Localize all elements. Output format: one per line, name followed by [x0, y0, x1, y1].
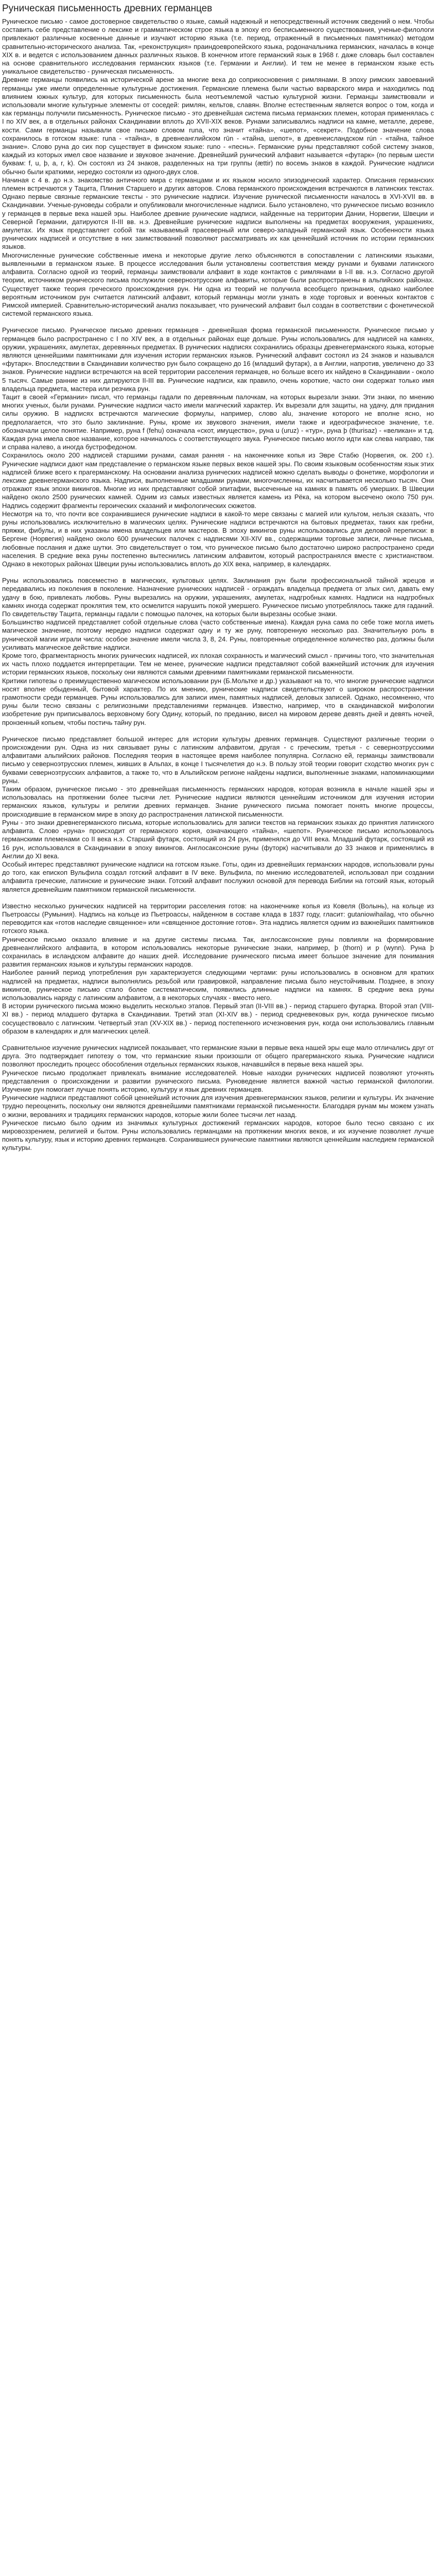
paragraph: Начиная с 4 в. до н.э. знакомство античного мира с германцами и их языком носило эпизодический характер. Описания германских племен встречаются у Тацита, Плиния Старшего и других авторов. Слова германского происхождения встречаются в латинских текстах. Однако первые связные германские тексты - это рунические надписи. Изучение рунической письменности началось в XVI-XVII вв. в Скандинавии. Ученые-руноведы собрали и опубликовали многочисленные надписи. Было установлено, что руническое письмо возникло у германцев в первые века нашей эры. Наиболее древние рунические надписи, найденные на территории Дании, Норвегии, Швеции и Северной Германии, датируются II-III вв. н.э. Древнейшие рунические надписи выполнены на предметах вооружения, украшениях, амулетах. Их язык представляет собой так называемый прасеверный или северо-западный германский язык. Особенности языка рунических надписей и отсутствие в них заимствований позволяют рассматривать их как ценнейший источник по истории германских языков. [2, 176, 434, 251]
paragraph: Руническое письмо продолжает привлекать внимание исследователей. Новые находки рунических надписей позволяют уточнять представления о происхождении и развитии рунического письма. Руноведение является важной частью германской филологии. Изучение рун помогает лучше понять историю, культуру и язык древних германцев. [2, 1069, 434, 1093]
paragraph: Известно несколько рунических надписей на территории расселения готов: на наконечнике копья из Ковеля (Волынь), на кольце из Пьетроассы (Румыния). Надпись на кольце из Пьетроассы, найденном в составе клада в 1837 году, гласит: gutaniowihailag, что обычно переводится как «готов наследие священное» или «священное достояние готов». Эта надпись является одним из важнейших памятников готского языка. [2, 902, 434, 935]
article [0, 0, 436, 1158]
paragraph: Особый интерес представляют рунические надписи на готском языке. Готы, один из древнейших германских народов, использовали руны до того, как епископ Вульфила создал готский алфавит в IV веке. Вульфила, по мнению исследователей, использовал при создании алфавита греческие, латинские и рунические знаки. Готский алфавит послужил основой для перевода Библии на готский язык, который является древнейшим памятником германской письменности. [2, 860, 434, 893]
paragraph: Рунические надписи представляют собой ценнейший источник для изучения древнегерманских языков, религии и культуры. Их значение трудно переоценить, поскольку они являются древнейшими памятниками германской письменности. Благодаря рунам мы можем узнать о жизни, верованиях и традициях германских народов, которые жили более тысячи лет назад. [2, 1094, 434, 1118]
paragraph: Руническое письмо. Руническое письмо древних германцев - древнейшая форма германской письменности. Руническое письмо у германцев было распространено с I по XIV век, а в отдельных районах еще дольше. Руны использовались для надписей на камнях, оружии, украшениях, амулетах, деревянных предметах. В рунических надписях сохранились образцы древнегерманского языка, которые являются ценнейшими памятниками для изучения истории германских языков. Рунический алфавит состоял из 24 знаков и назывался «футарк». Впоследствии в Скандинавии количество рун было сокращено до 16 (младший футарк), а в Англии, напротив, увеличено до 33 знаков. Рунические надписи встречаются на всей территории расселения германцев, но больше всего их найдено в Скандинавии - около 5 тысяч. Самые ранние из них датируются II-III вв. Рунические надписи, как правило, очень короткие, часто они содержат только имя владельца предмета, мастера или резчика рун. [2, 326, 434, 393]
paragraph: Большинство надписей представляет собой отдельные слова (часто собственные имена). Каждая руна сама по себе тоже могла иметь магическое значение, поэтому нередко надписи содержат одну и ту же руну, повторенную несколько раз. Значительную роль в рунической магии играли числа: особое значение имели числа 3, 8, 24. Руны, повторенные определенное количество раз, должны были усиливать магическое действие надписи. [2, 618, 434, 651]
page-title: Руническая письменность древних германцев [2, 3, 213, 14]
paragraph: Руническое письмо оказало влияние и на другие системы письма. Так, англосаксонские руны повлияли на формирование древнеанглийского алфавита, в котором использовались некоторые рунические знаки, например, þ (thorn) и ƿ (wynn). Руна þ сохранилась в исландском алфавите до наших дней. Исследование рунического письма имеет большое значение для понимания развития германских языков и культуры германских народов. [2, 935, 434, 969]
paragraph: Древние германцы появились на исторической арене за многие века до соприкосновения с римлянами. В эпоху римских завоеваний германцы уже имели определенные культурные достижения. Германские племена были частью варварского мира и находились под влиянием южных культур, для которых письменность была неотъемлемой частью культурной жизни. Германцы заимствовали и использовали многие культурные элементы от соседей: римлян, кельтов, славян. Вполне естественным является вопрос о том, когда и как германцы получили письменность. Руническое письмо - это древнейшая система письма германских племен, которая применялась с I по XIV век, а в отдельных районах Скандинавии вплоть до XVII-XIX веков. Рунами записывались надписи на камне, металле, дереве, кости. Сами германцы называли свое письмо словом runa, что значит «тайна», «шепот», «секрет». Подобное значение слова сохранилось в готском языке: runa - «тайна», в древнеанглийском rūn - «тайна, шепот», в древнеисландском rún - «тайна, тайное знание». Слово руна до сих пор существует в финском языке: runo - «песнь». Германские руны представляют собой систему знаков, каждый из которых имел свое название и звуковое значение. Древнейший рунический алфавит называется «футарк» (по первым шести буквам: f, u, þ, a, r, k). Он состоял из 24 знаков, разделенных на три группы (ættir) по восемь знаков в каждой. Рунические надписи обычно были краткими, нередко состояли из одного-двух слов. [2, 76, 434, 176]
paragraph: Несмотря на то, что почти все сохранившиеся рунические надписи в какой-то мере связаны с магией или культом, нельзя сказать, что руны использовались исключительно в магических целях. Рунические надписи встречаются на бытовых предметах, таких как гребни, пряжки, фибулы, и в них указаны имена владельцев или мастеров. В эпоху викингов руны использовались для деловой переписки: в Бергене (Норвегия) найдено около 600 рунических палочек с надписями XII-XIV вв., содержащими торговые записи, личные письма, любовные послания и даже шутки. Это свидетельствует о том, что руническое письмо было достаточно широко распространено среди населения. В средние века руны постепенно вытеснились латинским алфавитом, который распространялся вместе с христианством. Однако в некоторых районах Швеции руны использовались вплоть до XIX века, например, в календарях. [2, 510, 434, 568]
paragraph: В истории рунического письма можно выделить несколько этапов. Первый этап (II-VIII вв.) - период старшего футарка. Второй этап (VIII-XI вв.) - период младшего футарка в Скандинавии. Третий этап (XI-XIV вв.) - период средневековых рун, когда руническое письмо сосуществовало с латинским. Четвертый этап (XV-XIX вв.) - период постепенного исчезновения рун, когда они использовались главным образом в календарях и для магических целей. [2, 1002, 434, 1035]
paragraph: Многочисленные рунические собственные имена и некоторые другие легко объясняются в сопоставлении с латинскими языками, выявленными в германском языке. В процессе исследования были установлены соответствия между рунами и буквами латинского алфавита. Согласно одной из теорий, германцы заимствовали алфавит в ходе контактов с римлянами в I-II вв. н.э. Согласно другой теории, источником рунического письма послужили северноэтрусские алфавиты, которые были распространены в альпийских районах. Существует также теория греческого происхождения рун. Ни одна из теорий не получила всеобщего признания, однако наиболее вероятным источником рун считается латинский алфавит, который германцы могли узнать в ходе торговых и военных контактов с Римской империей. Сравнительно-исторический анализ показывает, что рунический алфавит был создан в соответствии с фонетической системой германского языка. [2, 251, 434, 318]
paragraph: Кроме того, фрагментарность многих рунических надписей, их плохая сохранность и магический смысл - причины того, что значительная их часть плохо поддается интерпретации. Тем не менее, рунические надписи представляют собой важнейший источник для изучения истории германских языков, поскольку они являются самыми древними памятниками германской письменности. [2, 652, 434, 676]
article-body [2, 18, 434, 1153]
paragraph: Руны использовались повсеместно в магических, культовых целях. Заклинания рун были профессиональной тайной жрецов и передавались из поколения в поколение. Назначение рунических надписей - ограждать владельца предмета от злых сил, давать ему удачу в бою, привлекать любовь. Руны вырезались на оружии, украшениях, амулетах, надгробных камнях. Надписи на надгробных камнях иногда содержат проклятия тем, кто осмелится нарушить покой умершего. Руническое письмо употреблялось также для гаданий. По свидетельству Тацита, германцы гадали с помощью палочек, на которых были вырезаны особые знаки. [2, 577, 434, 618]
paragraph: Руническое письмо - самое достоверное свидетельство о языке, самый надежный и непосредственный источник сведений о нем. Чтобы составить себе представление о лексике и грамматическом строе языка в эпоху его бесписьменного существования, ученые-филологи привлекают различные косвенные данные и изучают историю языка (т.е. период, отраженный в письменных памятниках) методом сравнительно-исторического анализа. Так, «реконструкция» праиндоевропейского языка, родоначальника германских, началась в конце XIX в. и ведется с использованием данных различных языков. В конечном итоге германский язык в 1968 г. даже словарь был составлен на основе сравнительного исследования германских языков (т.е. Германии и Англии). И тем не менее в германском языке есть уникальное свидетельство - руническая письменность. [2, 18, 434, 76]
paragraph: Таким образом, руническое письмо - это древнейшая письменность германских народов, которая возникла в начале нашей эры и использовалась на протяжении более тысячи лет. Рунические надписи являются ценнейшим источником для изучения истории германских языков, культуры и религии древних германцев. Знание рунического письма помогает понять многие процессы, происходившие в германском мире в эпоху до распространения латинской письменности. [2, 785, 434, 818]
paragraph: Наиболее ранний период употребления рун характеризуется следующими чертами: руны использовались в основном для кратких надписей на предметах, надписи выполнялись резьбой или гравировкой, направление письма было неустойчивым. Позднее, в эпоху викингов, руническое письмо стало более систематическим, появились длинные надписи на камнях. В средние века руны использовались наряду с латинским алфавитом, а в некоторых случаях - вместо него. [2, 969, 434, 1002]
paragraph: Руны - это знаки древнегерманского письма, которые использовались для записи текстов на германских языках до принятия латинского алфавита. Слово «руна» происходит от германского корня, означающего «тайна», «шепот». Руническое письмо использовалось германскими племенами со II века н.э. Старший футарк, состоящий из 24 рун, применялся до VIII века. Младший футарк, состоящий из 16 рун, использовался в Скандинавии в эпоху викингов. Англосаксонские руны (футорк) насчитывали до 33 знаков и применялись в Англии до XI века. [2, 818, 434, 860]
paragraph: Критики гипотезы о преимущественно магическом использовании рун (Б.Мольтке и др.) указывают на то, что многие рунические надписи носят вполне обыденный, бытовой характер. По их мнению, рунические надписи свидетельствуют о широком распространении грамотности среди германцев. Руны использовались для записи имен, памятных надписей, деловых записей. Однако, несомненно, что руны были тесно связаны с религиозными представлениями германцев. Известно, например, что в скандинавской мифологии изобретение рун приписывалось верховному богу Одину, который, по преданию, висел на мировом дереве девять дней и девять ночей, пронзенный копьем, чтобы постичь тайну рун. [2, 676, 434, 726]
paragraph: Сохранилось около 200 надписей старшими рунами, самая ранняя - на наконечнике копья из Эвре Стабю (Норвегия, ок. 200 г.). Рунические надписи дают нам представление о германском языке первых веков нашей эры. По своим языковым особенностям язык этих надписей ближе всего к прагерманскому. На основании анализа рунических надписей можно сделать выводы о фонетике, морфологии и лексике древнегерманского языка. Надписи, выполненные младшими рунами, многочисленны, их насчитывается несколько тысяч. Они отражают язык эпохи викингов. Многие из них представляют собой эпитафии, высеченные на камнях в память об умерших. В Швеции найдено около 2500 рунических камней. Одним из самых известных является камень из Рёка, на котором высечено около 750 рун. Надпись содержит фрагменты героических сказаний и мифологических сюжетов. [2, 451, 434, 510]
paragraph: Сравнительное изучение рунических надписей показывает, что германские языки в первые века нашей эры еще мало отличались друг от друга. Это подтверждает гипотезу о том, что германские языки произошли от общего прагерманского языка. Рунические надписи позволяют проследить процесс обособления отдельных германских языков, начавшийся в первые века нашей эры. [2, 1043, 434, 1069]
paragraph: Руническое письмо представляет большой интерес для истории культуры древних германцев. Существуют различные теории о происхождении рун. Одна из них связывает руны с латинским алфавитом, другая - с греческим, третья - с северноэтрусскими алфавитами альпийских районов. Последняя теория в настоящее время наиболее популярна. Согласно ей, германцы заимствовали письмо у северноэтрусских племен, живших в Альпах, в конце I тысячелетия до н.э. В пользу этой теории говорит сходство многих рун с буквами северноэтрусских алфавитов, а также то, что в Альпийском регионе найдены надписи, выполненные знаками, напоминающими руны. [2, 735, 434, 785]
paragraph: Руническое письмо было одним из значимых культурных достижений германских народов, которое было тесно связано с их мировоззрением, религией и бытом. Руны использовались германцами на протяжении многих веков, и их изучение позволяет лучше понять культуру, язык и историю древних германцев. Сохранившиеся рунические памятники являются ценнейшим наследием германской культуры. [2, 1118, 434, 1152]
paragraph: Тацит в своей «Германии» писал, что германцы гадали по деревянным палочкам, на которых вырезали знаки. Эти знаки, по мнению многих ученых, были рунами. Рунические надписи часто имели магический характер. Их вырезали для защиты, на удачу, для придания силы оружию. В надписях встречаются магические формулы, например, слово alu, значение которого не вполне ясно, но предполагается, что это было заклинание. Руны, кроме их звукового значения, имели также и идеографическое значение, т.е. обозначали целое понятие. Например, руна f (fehu) означала «скот, имущество», руна u (uruz) - «тур», руна þ (thurisaz) - «великан» и т.д. Каждая руна имела свое название, которое начиналось с соответствующего звука. Руническое письмо могло идти как слева направо, так и справа налево, а иногда бустрофедоном. [2, 393, 434, 451]
